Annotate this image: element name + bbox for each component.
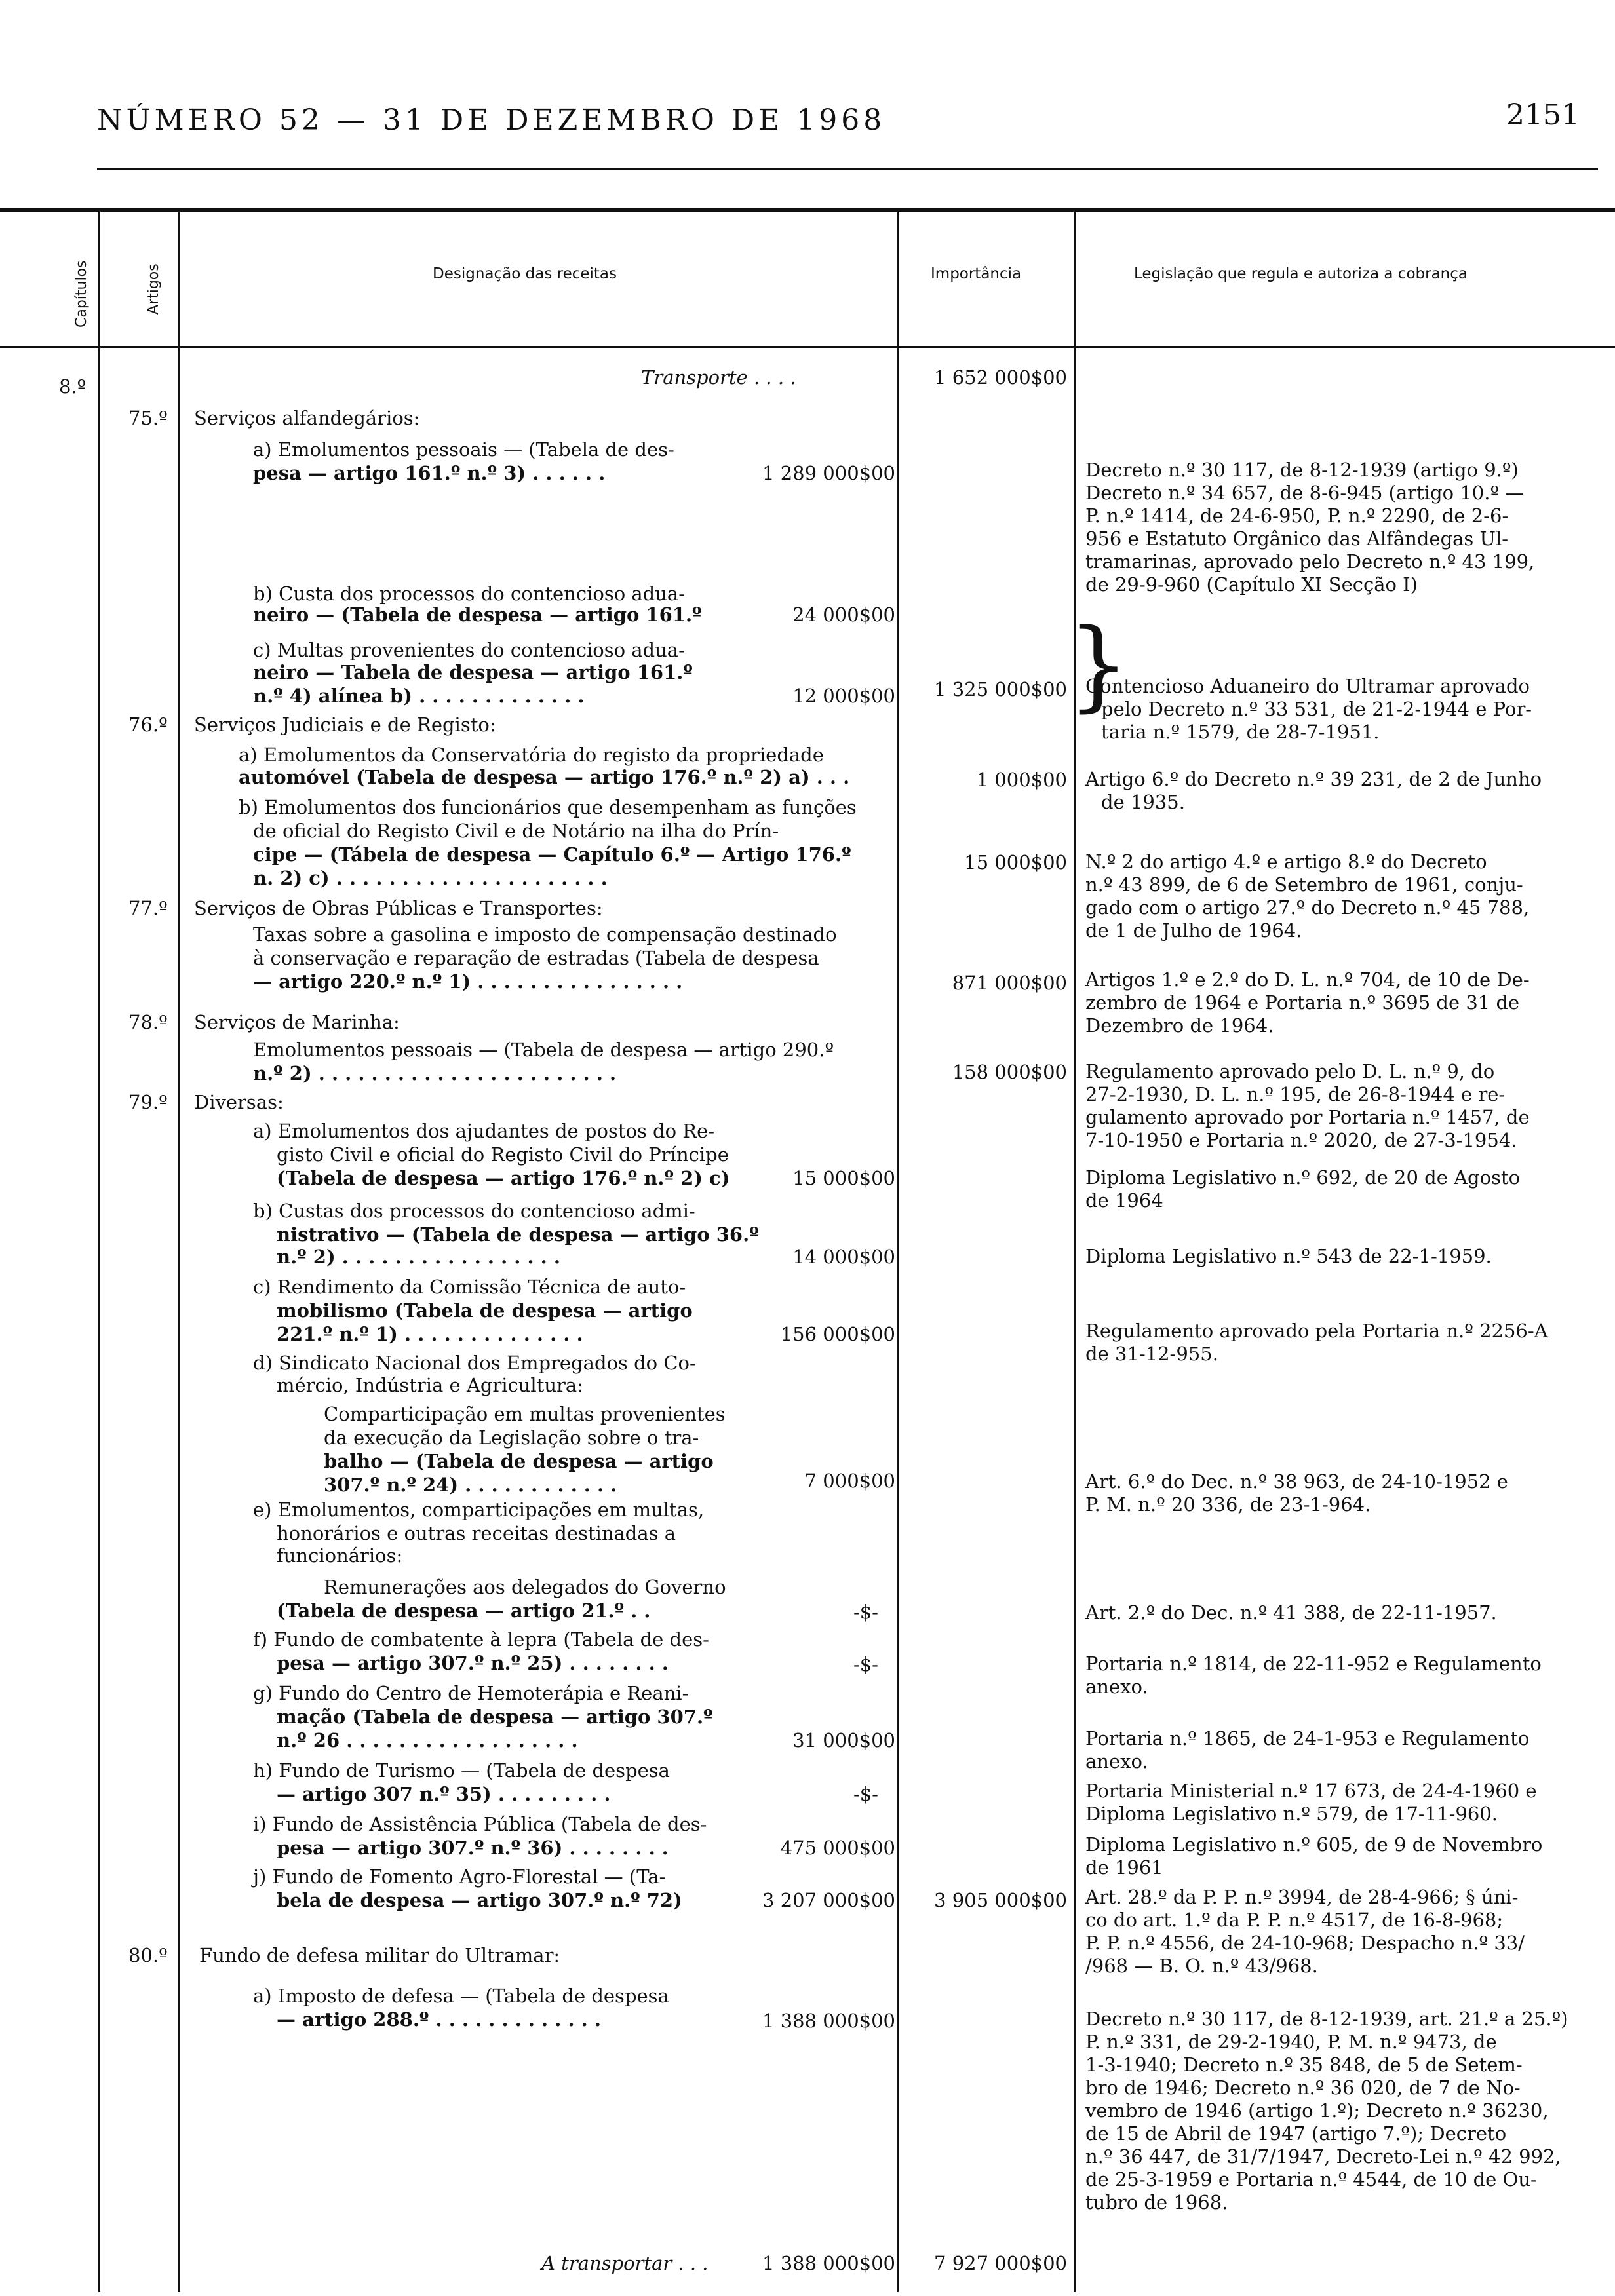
art75a-line1: a) Emolumentos pessoais — (Tabela de des- — [253, 438, 674, 461]
legislation-line: Artigos 1.º e 2.º do D. L. n.º 704, de 10 de De- — [1085, 968, 1530, 991]
legislation-line: n.º 43 899, de 6 de Setembro de 1961, conju- — [1085, 873, 1523, 896]
art79b-line3: n.º 2) . . . . . . . . . . . . . . . . . — [277, 1246, 560, 1268]
legislation-line: n.º 36 447, de 31/7/1947, Decreto-Lei n.º 42 992, — [1085, 2145, 1561, 2168]
article-75: 75.º — [128, 407, 168, 429]
art79f-line2: pesa — artigo 307.º n.º 25) . . . . . . . . — [277, 1652, 669, 1674]
art76a-line2: automóvel (Tabela de despesa — artigo 176.º n.º 2) a) . . . — [239, 766, 850, 788]
article-80: 80.º — [128, 1944, 168, 1966]
art79d-amount: 7 000$00 — [804, 1470, 895, 1492]
chapter-number: 8.º — [59, 375, 87, 398]
legislation-line: Portaria n.º 1865, de 24-1-953 e Regulamento — [1085, 1727, 1530, 1750]
art79c-line1: c) Rendimento da Comissão Técnica de auto- — [253, 1276, 686, 1298]
art76b-line1: b) Emolumentos dos funcionários que desempenham as funções — [239, 796, 857, 818]
art77-line3: — artigo 220.º n.º 1) . . . . . . . . . . . . . . . . — [253, 970, 683, 993]
art80-title: Fundo de defesa militar do Ultramar: — [199, 1944, 560, 1966]
art78-total: 158 000$00 — [952, 1061, 1067, 1083]
art80a-line2: — artigo 288.º . . . . . . . . . . . . . — [277, 2008, 601, 2031]
legislation-line: P. n.º 1414, de 24-6-950, P. n.º 2290, de 2-6- — [1085, 505, 1509, 527]
art79f-line1: f) Fundo de combatente à lepra (Tabela de des- — [253, 1628, 709, 1651]
page-header-title: NÚMERO 52 — 31 DE DEZEMBRO DE 1968 — [97, 104, 886, 137]
art79a-line3: (Tabela de despesa — artigo 176.º n.º 2) c) — [277, 1167, 730, 1189]
art79f-amount: -$- — [853, 1653, 878, 1675]
legislation-line: de 1964 — [1085, 1189, 1163, 1212]
legislation-g8 — [1085, 1245, 1598, 1268]
legislation-line: 27-2-1930, D. L. n.º 195, de 26-8-1944 e re- — [1085, 1083, 1506, 1105]
legislation-line: Regulamento aprovado pelo D. L. n.º 9, do — [1085, 1060, 1495, 1082]
art79d-line3: Comparticipação em multas provenientes — [324, 1403, 726, 1425]
transporte-label: Transporte . . . . — [641, 366, 796, 389]
art76b-amount: 15 000$00 — [964, 851, 1067, 873]
legislation-line: Art. 6.º do Dec. n.º 38 963, de 24-10-1952 e — [1085, 1470, 1508, 1493]
col-line-1 — [98, 212, 100, 2292]
article-77: 77.º — [128, 897, 168, 919]
art79d-line5: balho — (Tabela de despesa — artigo — [324, 1450, 714, 1472]
legislation-line: Decreto n.º 30 117, de 8-12-1939, art. 21.º a 25.º) — [1085, 2008, 1568, 2030]
col-head-artigos: Artigos — [146, 263, 162, 315]
art79i-line1: i) Fundo de Assistência Pública (Tabela de des- — [253, 1813, 707, 1835]
legislation-line: Portaria n.º 1814, de 22-11-952 e Regulamento — [1085, 1653, 1542, 1675]
art77-line1: Taxas sobre a gasolina e imposto de compensação destinado — [253, 923, 837, 946]
art79h-line1: h) Fundo de Turismo — (Tabela de despesa — [253, 1759, 670, 1782]
legislation-line: /968 — B. O. n.º 43/968. — [1085, 1955, 1318, 1977]
page-number: 2151 — [1506, 98, 1580, 132]
art79e-line3: funcionários: — [277, 1544, 403, 1567]
art77-title: Serviços de Obras Públicas e Transportes: — [194, 897, 603, 919]
art75-total: 1 325 000$00 — [934, 678, 1067, 700]
art76-title: Serviços Judiciais e de Registo: — [194, 714, 496, 736]
legislation-line: anexo. — [1085, 1750, 1148, 1772]
art75-title: Serviços alfandegários: — [194, 407, 420, 429]
art80a-amount: 1 388 000$00 — [762, 2010, 895, 2032]
art79h-amount: -$- — [853, 1783, 878, 1805]
art79c-amount: 156 000$00 — [780, 1323, 895, 1345]
legislation-line: de 1935. — [1101, 791, 1185, 813]
legislation-g12 — [1085, 1653, 1598, 1698]
art79a-line2: gisto Civil e oficial do Registo Civil do Príncipe — [277, 1143, 729, 1166]
art75c-amount: 12 000$00 — [792, 685, 895, 707]
art79j-line2: bela de despesa — artigo 307.º n.º 72) — [277, 1889, 682, 1911]
legislation-line: Diploma Legislativo n.º 692, de 20 de Agosto — [1085, 1166, 1521, 1189]
art76b-line3: cipe — (Tábela de despesa — Capítulo 6.º — Artigo 176.º — [253, 843, 851, 866]
legislation-g7 — [1085, 1166, 1598, 1212]
table-header-bottom-rule — [0, 346, 1615, 348]
art79-total: 3 905 000$00 — [934, 1889, 1067, 1911]
art79g-line2: mação (Tabela de despesa — artigo 307.º — [277, 1706, 713, 1728]
legislation-g3 — [1085, 768, 1598, 814]
legislation-line: N.º 2 do artigo 4.º e artigo 8.º do Decreto — [1085, 851, 1487, 873]
art79-title: Diversas: — [194, 1091, 284, 1113]
legislation-line: tramarinas, aprovado pelo Decreto n.º 43 199, — [1085, 550, 1535, 573]
legislation-line: P. n.º 331, de 29-2-1940, P. M. n.º 9473, de — [1085, 2031, 1497, 2053]
legislation-line: zembro de 1964 e Portaria n.º 3695 de 31 de — [1085, 991, 1520, 1014]
legislation-g15 — [1085, 1833, 1598, 1879]
legislation-g4 — [1085, 851, 1598, 942]
legislation-line: Diploma Legislativo n.º 579, de 17-11-960. — [1085, 1803, 1498, 1825]
article-78: 78.º — [128, 1011, 168, 1033]
a-transportar-inner: 1 388 000$00 — [762, 2252, 895, 2274]
art77-total: 871 000$00 — [952, 972, 1067, 994]
art79d-line4: da execução da Legislação sobre o tra- — [324, 1426, 699, 1449]
legislation-line: Art. 2.º do Dec. n.º 41 388, de 22-11-1957. — [1085, 1601, 1497, 1624]
legislation-line: gulamento aprovado por Portaria n.º 1457, de — [1085, 1106, 1530, 1128]
art78-line1: Emolumentos pessoais — (Tabela de despesa — artigo 290.º — [253, 1039, 834, 1061]
art75c-line3: n.º 4) alínea b) . . . . . . . . . . . . . — [253, 685, 585, 707]
art79b-line2: nistrativo — (Tabela de despesa — artigo 36.º — [277, 1223, 759, 1246]
col-head-importancia: Importância — [931, 265, 1022, 282]
art79e-amount: -$- — [853, 1601, 878, 1623]
legislation-line: Dezembro de 1964. — [1085, 1014, 1274, 1037]
legislation-g6 — [1085, 1060, 1598, 1152]
legislation-g17 — [1085, 2008, 1598, 2214]
art75b-amount: 24 000$00 — [792, 603, 895, 626]
header-rule — [97, 168, 1598, 170]
art79b-line1: b) Custas dos processos do contencioso admi- — [253, 1200, 695, 1222]
legislation-g10 — [1085, 1470, 1598, 1516]
legislation-line: gado com o artigo 27.º do Decreto n.º 45 788, — [1085, 896, 1530, 919]
legislation-line: Art. 28.º da P. P. n.º 3994, de 28-4-966; § úni- — [1085, 1886, 1519, 1908]
legislation-g16 — [1085, 1886, 1598, 1978]
a-transportar-label: A transportar . . . — [541, 2252, 709, 2274]
legislation-line: P. P. n.º 4556, de 24-10-968; Despacho n.º 33/ — [1085, 1932, 1525, 1954]
col-head-capitulos: Capítulos — [73, 260, 90, 328]
legislation-line: taria n.º 1579, de 28-7-1951. — [1101, 721, 1380, 743]
art79d-line2: mércio, Indústria e Agricultura: — [277, 1374, 583, 1396]
art79a-line1: a) Emolumentos dos ajudantes de postos do Re- — [253, 1120, 715, 1142]
art76b-line2: de oficial do Registo Civil e de Notário na ilha do Prín- — [253, 820, 779, 842]
art79i-line2: pesa — artigo 307.º n.º 36) . . . . . . . . — [277, 1837, 669, 1859]
legislation-line: de 31-12-955. — [1085, 1343, 1218, 1365]
art79i-amount: 475 000$00 — [780, 1837, 895, 1859]
legislation-line: co do art. 1.º da P. P. n.º 4517, de 16-8-968; — [1085, 1909, 1504, 1931]
legislation-line: P. M. n.º 20 336, de 23-1-964. — [1085, 1493, 1371, 1516]
legislation-line: Artigo 6.º do Decreto n.º 39 231, de 2 de Junho — [1085, 768, 1542, 790]
art75b-line1: b) Custa dos processos do contencioso adua- — [253, 583, 686, 605]
art79c-line2: mobilismo (Tabela de despesa — artigo — [277, 1299, 693, 1322]
art79j-line1: j) Fundo de Fomento Agro-Florestal — (Ta- — [253, 1866, 666, 1888]
legislation-line: 7-10-1950 e Portaria n.º 2020, de 27-3-1954. — [1085, 1129, 1517, 1151]
art76a-line1: a) Emolumentos da Conservatória do registo da propriedade — [239, 744, 824, 766]
art79g-line1: g) Fundo do Centro de Hemoterápia e Reani- — [253, 1682, 689, 1704]
col-line-3 — [897, 212, 899, 2292]
legislation-g14 — [1085, 1780, 1598, 1826]
art79j-amount: 3 207 000$00 — [762, 1889, 895, 1911]
art77-line2: à conservação e reparação de estradas (Tabela de despesa — [253, 947, 819, 969]
legislation-line: bro de 1946; Decreto n.º 36 020, de 7 de No- — [1085, 2076, 1521, 2099]
art79e-line4: Remunerações aos delegados do Governo — [324, 1576, 726, 1598]
art75a-amount: 1 289 000$00 — [762, 462, 895, 484]
article-76: 76.º — [128, 714, 168, 736]
art75-brace: } — [1067, 608, 1130, 722]
art75a-line2: pesa — artigo 161.º n.º 3) . . . . . . — [253, 462, 606, 484]
legislation-line: anexo. — [1085, 1675, 1148, 1698]
art75c-line1: c) Multas provenientes do contencioso adua- — [253, 639, 685, 661]
legislation-line: Decreto n.º 30 117, de 8-12-1939 (artigo 9.º) — [1085, 459, 1519, 481]
legislation-line: de 1 de Julho de 1964. — [1085, 919, 1302, 942]
art79g-amount: 31 000$00 — [792, 1729, 895, 1751]
legislation-line: de 25-3-1959 e Portaria n.º 4544, de 10 de Ou- — [1085, 2168, 1537, 2191]
art79b-amount: 14 000$00 — [792, 1246, 895, 1268]
art80a-line1: a) Imposto de defesa — (Tabela de despesa — [253, 1985, 669, 2007]
art79g-line3: n.º 26 . . . . . . . . . . . . . . . . . . — [277, 1729, 578, 1751]
art79c-line3: 221.º n.º 1) . . . . . . . . . . . . . . — [277, 1323, 583, 1345]
art76b-line4: n. 2) c) . . . . . . . . . . . . . . . . . . . . . — [253, 867, 608, 889]
legislation-g9 — [1085, 1320, 1598, 1366]
article-79: 79.º — [128, 1091, 168, 1113]
art79e-line5: (Tabela de despesa — artigo 21.º . . — [277, 1599, 651, 1622]
legislation-g5 — [1085, 968, 1598, 1037]
legislation-line: de 1961 — [1085, 1856, 1163, 1879]
art76a-amount: 1 000$00 — [976, 769, 1067, 791]
art79a-amount: 15 000$00 — [792, 1167, 895, 1189]
a-transportar-total: 7 927 000$00 — [934, 2252, 1067, 2274]
col-line-2 — [178, 212, 180, 2292]
legislation-g1 — [1085, 459, 1598, 596]
art75b-line2: neiro — (Tabela de despesa — artigo 161.º — [253, 603, 702, 626]
art79e-line2: honorários e outras receitas destinadas a — [277, 1522, 676, 1544]
legislation-line: vembro de 1946 (artigo 1.º); Decreto n.º 36230, — [1085, 2099, 1549, 2122]
legislation-line: Diploma Legislativo n.º 543 de 22-1-1959. — [1085, 1245, 1492, 1267]
legislation-g13 — [1085, 1727, 1598, 1773]
table-top-rule — [0, 208, 1615, 212]
legislation-line: 956 e Estatuto Orgânico das Alfândegas Ul- — [1085, 527, 1509, 550]
transporte-value: 1 652 000$00 — [934, 366, 1067, 389]
legislation-line: Portaria Ministerial n.º 17 673, de 24-4-1960 e — [1085, 1780, 1537, 1802]
legislation-line: Contencioso Aduaneiro do Ultramar aprovado — [1085, 675, 1530, 697]
col-head-legislacao: Legislação que regula e autoriza a cobrança — [1134, 265, 1468, 282]
legislation-line: Diploma Legislativo n.º 605, de 9 de Novembro — [1085, 1833, 1543, 1856]
legislation-line: 1-3-1940; Decreto n.º 35 848, de 5 de Setem- — [1085, 2054, 1523, 2076]
art79d-line6: 307.º n.º 24) . . . . . . . . . . . . — [324, 1474, 617, 1496]
legislation-line: Regulamento aprovado pela Portaria n.º 2256-A — [1085, 1320, 1548, 1342]
col-head-designacao: Designação das receitas — [433, 265, 617, 282]
art79h-line2: — artigo 307 n.º 35) . . . . . . . . . — [277, 1783, 611, 1805]
legislation-g11 — [1085, 1601, 1598, 1624]
legislation-line: pelo Decreto n.º 33 531, de 21-2-1944 e Por- — [1101, 698, 1532, 720]
legislation-line: de 29-9-960 (Capítulo XI Secção I) — [1085, 573, 1418, 596]
art75c-line2: neiro — Tabela de despesa — artigo 161.º — [253, 661, 693, 683]
art79d-line1: d) Sindicato Nacional dos Empregados do Co- — [253, 1352, 696, 1374]
legislation-line: de 15 de Abril de 1947 (artigo 7.º); Decreto — [1085, 2122, 1507, 2145]
legislation-g2 — [1085, 675, 1598, 744]
legislation-line: Decreto n.º 34 657, de 8-6-945 (artigo 10.º — — [1085, 482, 1525, 504]
art79e-line1: e) Emolumentos, comparticipações em multas, — [253, 1499, 705, 1521]
art78-line2: n.º 2) . . . . . . . . . . . . . . . . . . . . . . . — [253, 1062, 617, 1084]
legislation-line: tubro de 1968. — [1085, 2191, 1228, 2213]
col-line-4 — [1074, 212, 1076, 2292]
art78-title: Serviços de Marinha: — [194, 1011, 400, 1033]
